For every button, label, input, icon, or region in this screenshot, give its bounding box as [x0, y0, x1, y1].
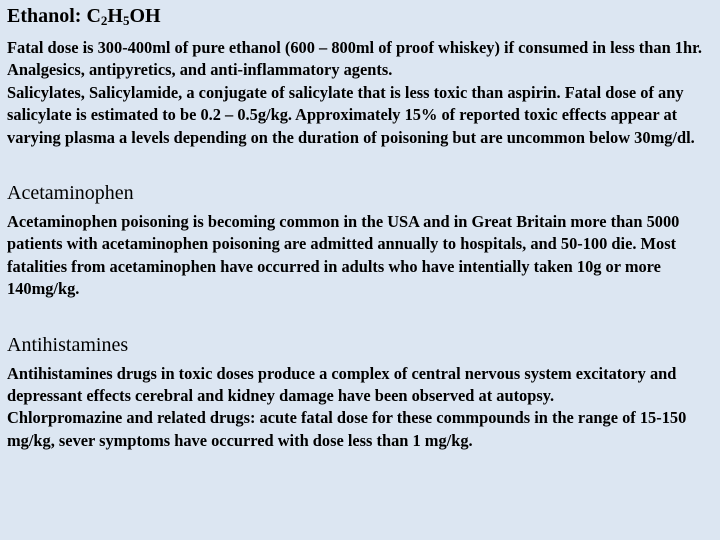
ethanol-heading-subscript-1: 2: [100, 13, 108, 28]
ethanol-heading: [7, 4, 714, 28]
analgesics-text: Analgesics, antipyretics, and anti-inflammatory agents.: [7, 60, 393, 80]
ethanol-heading-subscript-2: 5: [122, 13, 130, 28]
salicylates-text: Salicylates, Salicylamide, a conjugate of salicylate that is less toxic than aspirin. Fatal dose of any salicylate is estimated to be 0.2 – 0.5g/kg. Approximately 15% of reported toxic effects appear at varying plasma a levels depending on the duration of poisoning but are uncommon below 30mg/dl.: [7, 82, 695, 147]
ethanol-heading-suffix: OH: [129, 5, 161, 27]
ethanol-heading-prefix: Ethanol: C: [7, 5, 101, 27]
section-spacer: [7, 149, 714, 181]
acetaminophen-text: Acetaminophen poisoning is becoming common in the USA and in Great Britain more than 5000 patients with acetaminophen poisoning are admitted annually to hospitals, and 50-100 die. Most fatalities from acetaminophen have occurred in adults who have intentially taken 10g or more 140mg/kg.: [7, 212, 680, 299]
ethanol-fatal-dose-text: Fatal dose is 300-400ml of pure ethanol (600 – 800ml of proof whiskey) if consumed in less than 1hr.: [7, 38, 702, 57]
ethanol-heading-mid: H: [107, 5, 123, 27]
acetaminophen-heading: Acetaminophen: [7, 182, 134, 205]
section-spacer: [7, 301, 714, 333]
antihistamines-text: Antihistamines drugs in toxic doses produce a complex of central nervous system excitatory and depressant effects cerebral and kidney damage have been observed at autopsy.: [7, 363, 677, 406]
chlorpromazine-text: Chlorpromazine and related drugs: acute fatal dose for these commpounds in the range of 15-150 mg/kg, sever symptoms have occurred with dose less than 1 mg/kg.: [7, 408, 687, 450]
antihistamines-heading: Antihistamines: [7, 333, 129, 356]
